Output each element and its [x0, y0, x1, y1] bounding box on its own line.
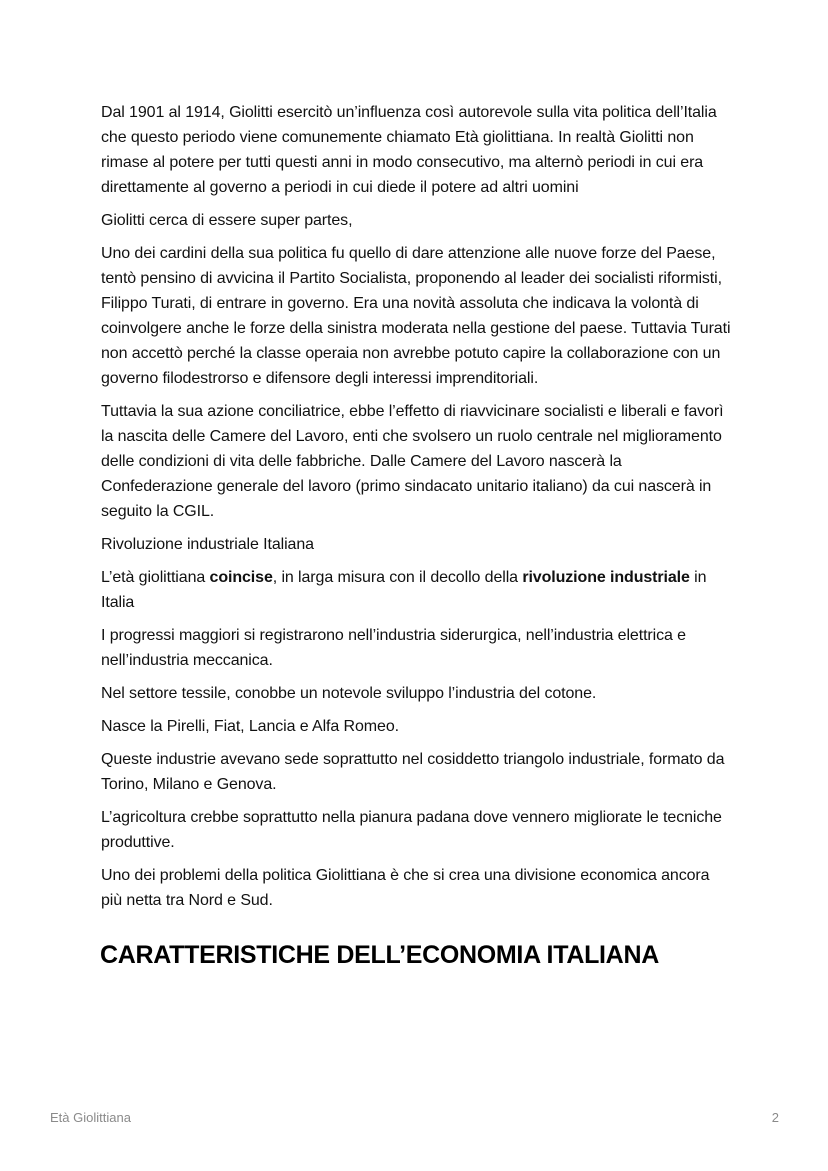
paragraph-decollo-industriale [101, 565, 733, 615]
bold-coincise: coincise [209, 569, 273, 586]
paragraph-aziende: Nasce la Pirelli, Fiat, Lancia e Alfa Romeo. [101, 718, 399, 735]
paragraph-camere-del-lavoro: Tuttavia la sua azione conciliatrice, ebbe l’effetto di riavvicinare socialisti e liberali e favorì la nascita delle Camere del Lavoro, enti che svolsero un ruolo centrale nel miglioramento delle condizioni di vita delle fabbriche. Dalle Camere del Lavoro nascerà la Confederazione generale del lavoro (primo sindacato unitario italiano) da cui nascerà in seguito la CGIL. [101, 403, 724, 520]
paragraph-tessile: Nel settore tessile, conobbe un notevole sviluppo l’industria del cotone. [101, 685, 597, 702]
paragraph-rivoluzione-industriale-title: Rivoluzione industriale Italiana [101, 536, 314, 553]
footer-title: Età Giolittiana [50, 1110, 131, 1125]
paragraph-eta-giolittiana-intro: Dal 1901 al 1914, Giolitti esercitò un’influenza così autorevole sulla vita politica dell’Italia che questo periodo viene comunemente chiamato Età giolittiana. In realtà Giolitti non rimase al potere per tutti questi anni in modo consecutivo, ma alternò periodi in cui era direttamente al governo a periodi in cui diede il potere ad altri uomini [101, 104, 717, 196]
paragraph-progressi: I progressi maggiori si registrarono nell’industria siderurgica, nell’industria elettrica e nell’industria meccanica. [101, 627, 686, 669]
paragraph-partito-socialista: Uno dei cardini della sua politica fu quello di dare attenzione alle nuove forze del Paese, tentò pensino di avvicina il Partito Socialista, proponendo al leader dei socialisti riformisti, Filippo Turati, di entrare in governo. Era una novità assoluta che indicava la volontà di coinvolgere anche le forze della sinistra moderata nella gestione del paese. Tuttavia Turati non accettò perché la classe operaia non avrebbe potuto capire la collaborazione con un governo filodestrorso e difensore degli interessi imprenditoriali. [101, 245, 731, 387]
rich-text-part-2: , in larga misura con il decollo della [272, 569, 523, 586]
page-number: 2 [771, 1110, 779, 1125]
rich-text-part-3: in Italia [101, 569, 707, 611]
bold-rivoluzione-industriale: rivoluzione industriale [522, 569, 690, 586]
paragraph-triangolo-industriale: Queste industrie avevano sede soprattutto nel cosiddetto triangolo industriale, formato da Torino, Milano e Genova. [101, 751, 725, 793]
document-body [101, 100, 733, 971]
section-heading: CARATTERISTICHE DELL’ECONOMIA ITALIANA [100, 941, 659, 969]
paragraph-super-partes: Giolitti cerca di essere super partes, [101, 212, 353, 229]
rich-text-part-1: L’età giolittiana [101, 569, 210, 586]
paragraph-agricoltura: L’agricoltura crebbe soprattutto nella pianura padana dove vennero migliorate le tecniche produttive. [101, 809, 722, 851]
paragraph-nord-sud: Uno dei problemi della politica Giolittiana è che si crea una divisione economica ancora più netta tra Nord e Sud. [101, 867, 710, 909]
